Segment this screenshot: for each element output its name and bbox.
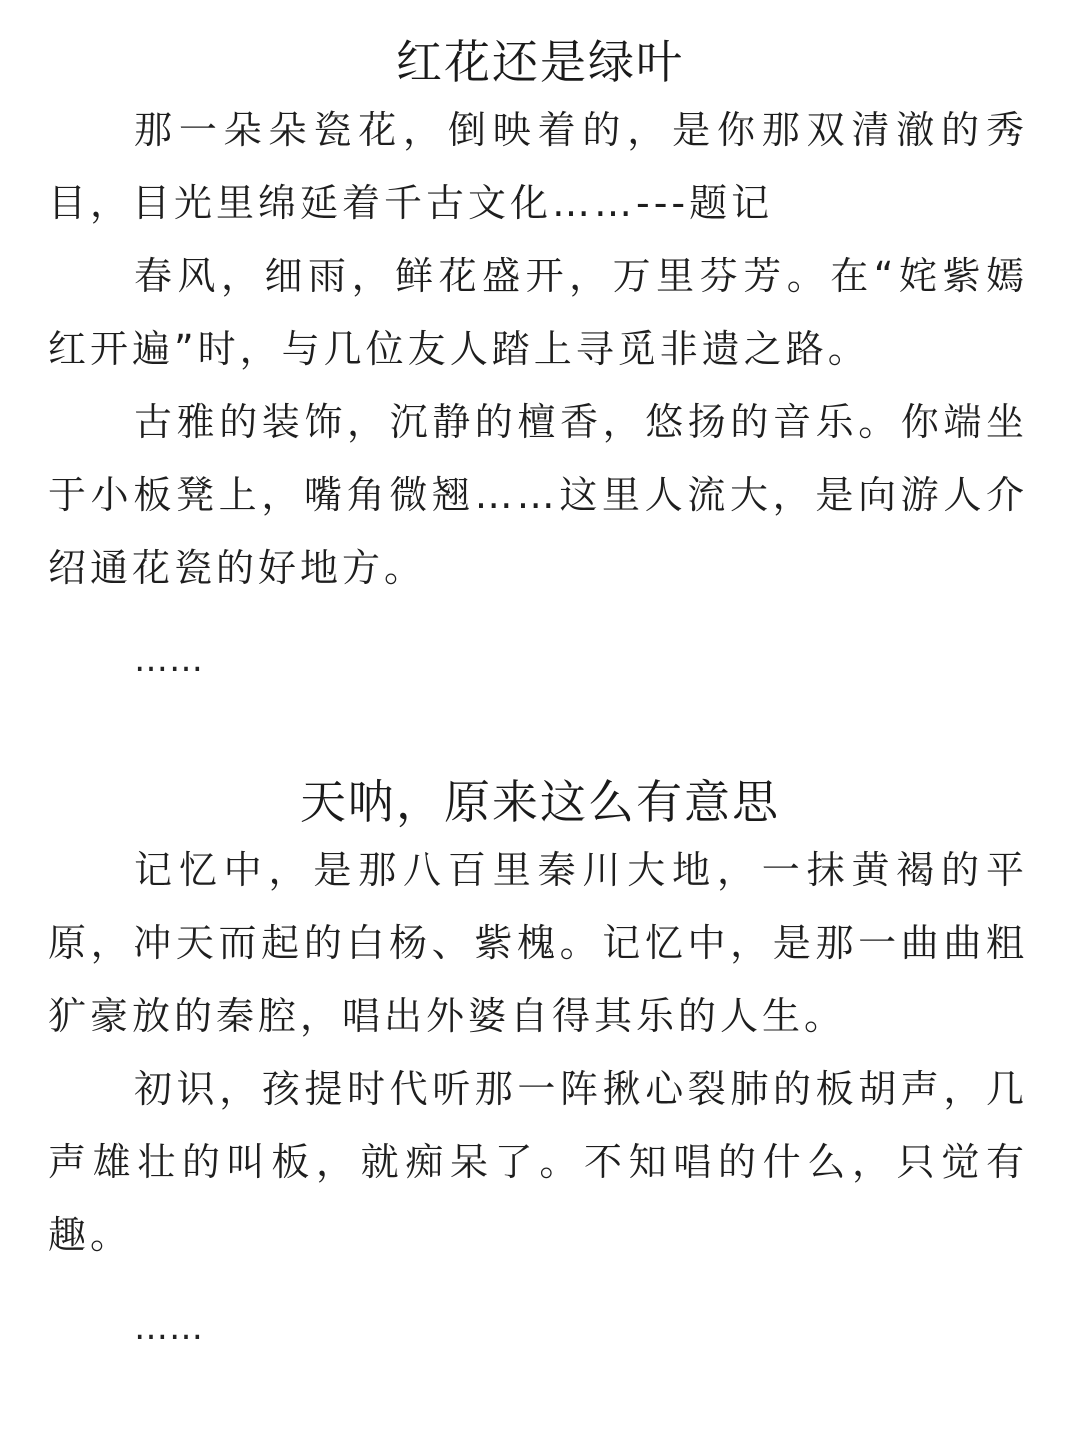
ellipsis: …… bbox=[134, 640, 204, 680]
section-title: 红花还是绿叶 bbox=[396, 35, 684, 89]
paragraph: 记忆中，是那八百里秦川大地，一抹黄褐的平原，冲天而起的白杨、紫槐。记忆中，是那一曲曲粗犷豪放的秦腔，唱出外婆自得其乐的人生。 bbox=[48, 848, 1028, 1038]
section-red-flower bbox=[0, 30, 1080, 605]
ellipsis: …… bbox=[134, 1308, 204, 1348]
section-interesting bbox=[0, 770, 1080, 1272]
paragraph: 古雅的装饰，沉静的檀香，悠扬的音乐。你端坐于小板凳上，嘴角微翘……这里人流大，是向游人介绍通花瓷的好地方。 bbox=[48, 400, 1028, 590]
paragraph: 初识，孩提时代听那一阵揪心裂肺的板胡声，几声雄壮的叫板，就痴呆了。不知唱的什么，只觉有趣。 bbox=[48, 1067, 1028, 1257]
paragraph: 那一朵朵瓷花，倒映着的，是你那双清澈的秀目，目光里绵延着千古文化……---题记 bbox=[48, 108, 1028, 225]
paragraph: 春风，细雨，鲜花盛开，万里芬芳。在“姹紫嫣红开遍”时，与几位友人踏上寻觅非遗之路。 bbox=[48, 254, 1028, 371]
section-title: 天呐，原来这么有意思 bbox=[300, 775, 780, 829]
